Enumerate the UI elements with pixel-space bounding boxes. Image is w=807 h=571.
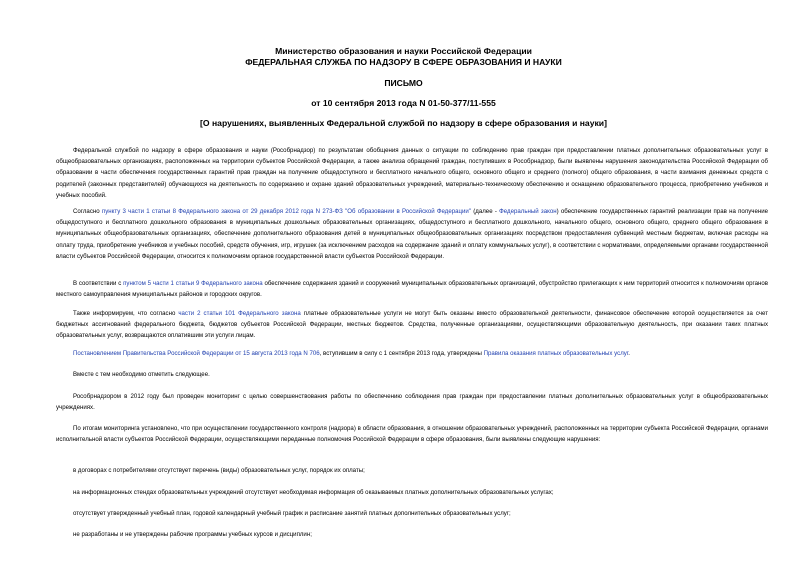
paragraph-1: Федеральной службой по надзору в сфере образования и науки (Рособрнадзор) по результатам обобщения данных о ситуации по соблюдению прав граждан при предоставлении платных дополнительных образовательных услуг в общеобразовательных организациях, расположенных на территории субъектов Российской Федерации, а также анализа обращений граждан, поступивших в Рособрнадзор, были выявлены нарушения законодательства Российской Федерации об образовании в части обеспечения государственных гарантий прав граждан на получение общедоступного и бесплатного начального общего, основного общего и среднего (полного) общего образования, в части взимания денежных средств с родителей (законных представителей) обучающихся на деятельность по содержанию и охране зданий образовательных учреждений, материально-техническому обеспечению и оснащению образовательного процесса, приобретению учебников и учебных пособий.	[56, 147, 768, 199]
paragraph-5-text: .	[628, 350, 630, 357]
violation-item-3: отсутствует утвержденный учебный план, годовой календарный учебный график и расписание занятий платных дополнительных образовательных услуг;	[73, 510, 511, 517]
violation-item-1: в договорах с потребителями отсутствует перечень (виды) образовательных услуг, порядок их оплаты;	[73, 467, 365, 474]
service-title: ФЕДЕРАЛЬНАЯ СЛУЖБА ПО НАДЗОРУ В СФЕРЕ ОБРАЗОВАНИЯ И НАУКИ	[245, 57, 562, 67]
paragraph-2-text: ) обеспечение государственных гарантий реализации прав на получение общедоступного и бесплатного дошкольного образования в муниципальных дошкольных образовательных организациях, общедоступного и бесплатного дошкольного, начального общего, основного общего, среднего общего образования в муниципальных общеобразовательных организациях, обеспечение дополнительного образования детей в муниципальных общеобразовательных организациях посредством предоставления субвенций местным бюджетам, включая расходы на оплату труда, приобретение учебников и учебных пособий, средств обучения, игр, игрушек (за исключением расходов на содержание зданий и оплату коммунальных услуг), в соответствии с нормативами, определяемыми органами государственной власти субъектов Российской Федерации, относится к полномочиям органов государственной власти субъектов Российской Федерации.	[56, 208, 768, 260]
paragraph-2	[56, 206, 768, 262]
violation-item-4: не разработаны и не утверждены рабочие программы учебных курсов и дисциплин;	[73, 531, 312, 538]
law-273-link[interactable]: пункту 3 части 1 статьи 8 Федерального закона от 29 декабря 2012 года N 273-ФЗ "Об образовании в Российской Федерации"	[101, 208, 471, 215]
paragraph-3-text: обеспечение содержания зданий и сооружений муниципальных образовательных организаций, обустройство прилегающих к ним территорий относится к полномочиям органов местного самоуправления муниципальных районов и городских округов.	[56, 280, 769, 299]
article-101-link[interactable]: части 2 статьи 101 Федерального закона	[178, 310, 301, 317]
paragraph-6: Вместе с тем необходимо отметить следующее.	[73, 371, 210, 378]
article-9-link[interactable]: пунктом 5 части 1 статьи 9 Федерального закона	[123, 280, 263, 287]
paragraph-8: По итогам мониторинга установлено, что при осуществлении государственного контроля (надзора) в области образования, в отношении образовательных учреждений, расположенных на территории субъекта Российской Федерации, органами исполнительной власти субъектов Российской Федерации, осуществляющими переданные полномочия Российской Федерации в сфере образования, были выявлены следующие нарушения:	[56, 425, 768, 444]
document-subject: [О нарушениях, выявленных Федеральной службой по надзору в сфере образования и науки]	[200, 118, 607, 128]
paragraph-2-text: (далее -	[471, 208, 500, 215]
paragraph-2-text: Согласно	[73, 208, 102, 215]
paragraph-4-text: Также информируем, что согласно	[73, 310, 179, 317]
paragraph-7: Рособрнадзором в 2012 году был проведен мониторинг с целью совершенствования работы по обеспечению соблюдения прав граждан при предоставлении платных дополнительных образовательных услуг в общеобразовательных учреждениях.	[56, 393, 768, 412]
paragraph-5	[56, 348, 768, 359]
paid-services-rules-link[interactable]: Правила оказания платных образовательных услуг	[483, 350, 629, 357]
document-type: ПИСЬМО	[384, 78, 423, 88]
government-decree-link[interactable]: Постановлением Правительства Российской Федерации от 15 августа 2013 года N 706	[73, 350, 320, 357]
paragraph-3	[56, 278, 768, 300]
federal-law-link[interactable]: Федеральный закон	[499, 208, 557, 215]
paragraph-3-text: В соответствии с	[73, 280, 124, 287]
paragraph-5-text: , вступившим в силу с 1 сентября 2013 года, утверждены	[319, 350, 484, 357]
paragraph-4-text: платные образовательные услуги не могут быть оказаны вместо образовательной деятельности, финансовое обеспечение которой осуществляется за счет бюджетных ассигнований федерального бюджета, бюджетов субъектов Российской Федерации, местных бюджетов. Средства, полученные организациями, осуществляющими образовательную деятельность, при оказании таких платных образовательных услуг, возвращаются оплатившим эти услуги лицам.	[56, 310, 768, 340]
paragraph-4	[56, 308, 768, 342]
ministry-title: Министерство образования и науки Российской Федерации	[275, 46, 532, 56]
violation-item-2: на информационных стендах образовательных учреждений отсутствует необходимая информация об оказываемых платных дополнительных образовательных услугах;	[73, 489, 554, 496]
document-date-number: от 10 сентября 2013 года N 01-50-377/11-555	[311, 98, 496, 108]
